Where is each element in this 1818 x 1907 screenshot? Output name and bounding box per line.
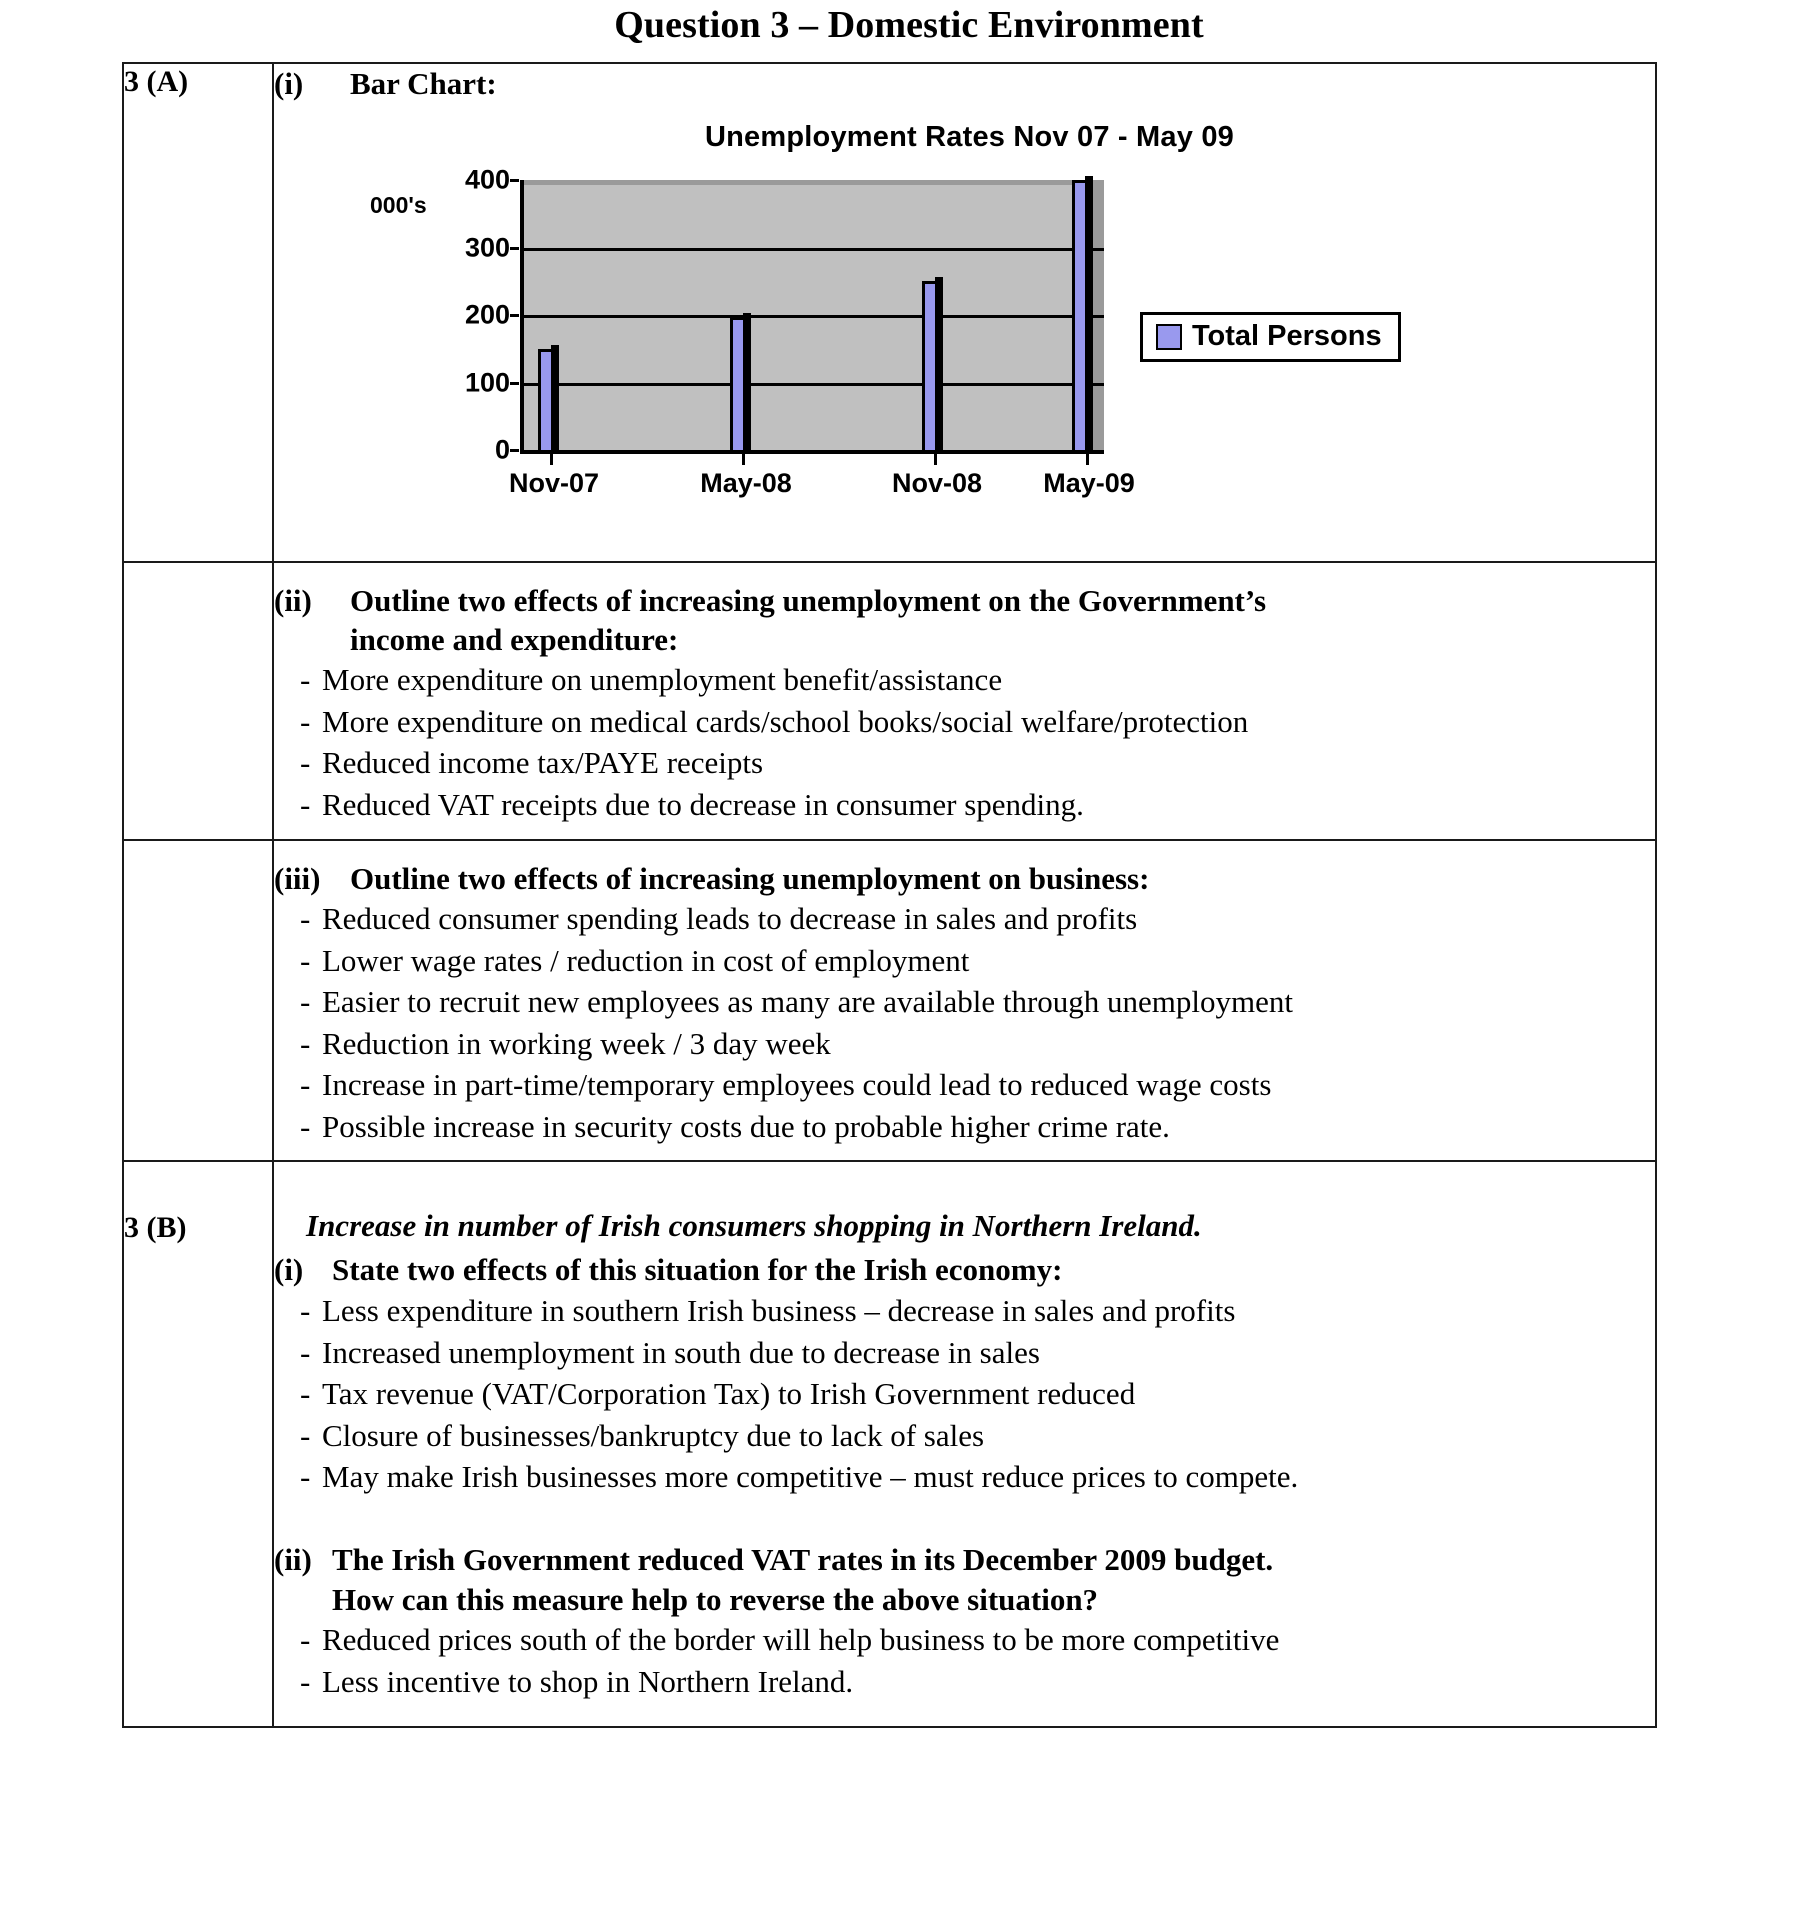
- bullet-text: Reduced prices south of the border will help business to be more competitive: [322, 1622, 1280, 1658]
- cell-3a-iii: [273, 840, 1656, 1160]
- y-tick-label-300: 300: [464, 232, 510, 263]
- bullet-list-3a-iii: [274, 898, 1655, 1147]
- bullet-dash: -: [300, 703, 311, 739]
- gridline-300: [524, 248, 1104, 251]
- chart-legend: [1140, 312, 1401, 362]
- bullet-dash: -: [300, 1376, 311, 1412]
- gridline-100: [524, 383, 1104, 386]
- bar-may-08: [730, 317, 746, 450]
- bullet-dash: -: [300, 786, 311, 822]
- bullet-text: Increase in part-time/temporary employees could lead to reduced wage costs: [322, 1067, 1272, 1103]
- y-tick-label-0: 0: [494, 434, 510, 465]
- heading-3a-ii-line1: Outline two effects of increasing unemployment on the Government’s: [350, 583, 1267, 619]
- bar-may-09: [1072, 180, 1088, 450]
- bullet-text: Less expenditure in southern Irish business – decrease in sales and profits: [322, 1293, 1236, 1329]
- bullet-text: Easier to recruit new employees as many are available through unemployment: [322, 984, 1293, 1020]
- row-label-3b: [123, 1161, 273, 1728]
- list-item: [274, 659, 1655, 701]
- y-tick-label-400: 400: [464, 164, 510, 195]
- list-item: [274, 940, 1655, 982]
- list-item: [274, 1415, 1655, 1457]
- bullet-dash: -: [300, 1293, 311, 1329]
- bullet-text: Possible increase in security costs due to probable higher crime rate.: [322, 1108, 1170, 1144]
- heading-3b-intro: Increase in number of Irish consumers shopping in Northern Ireland.: [306, 1207, 1202, 1243]
- bullet-text: Reduced consumer spending leads to decrease in sales and profits: [322, 901, 1138, 937]
- x-tick-may-08: [742, 454, 745, 465]
- bullet-dash: -: [300, 1108, 311, 1144]
- row-label-empty-2: [123, 840, 273, 1160]
- list-item: [274, 1106, 1655, 1148]
- bullet-dash: -: [300, 942, 311, 978]
- x-tick-may-09: [1086, 454, 1089, 465]
- page-title: Question 3 – Domestic Environment: [614, 4, 1204, 46]
- chart-plot-stage: [274, 164, 1655, 540]
- bullet-dash: -: [300, 1025, 311, 1061]
- x-tick-nov-08: [934, 454, 937, 465]
- bar-depth: [1085, 176, 1093, 450]
- list-item: [274, 1619, 1655, 1661]
- list-item: [274, 1661, 1655, 1703]
- marker-i: (i): [274, 1251, 304, 1287]
- bullet-dash: -: [300, 1663, 311, 1699]
- bullet-list-3b-i: [274, 1290, 1655, 1498]
- heading-3b-i-text: State two effects of this situation for the Irish economy:: [332, 1251, 1063, 1287]
- heading-3b-ii-line2: How can this measure help to reverse the above situation?: [332, 1582, 1099, 1618]
- gridline-200: [524, 315, 1104, 318]
- bullet-list-3b-ii: [274, 1619, 1655, 1702]
- bullet-dash: -: [300, 1067, 311, 1103]
- list-item: [274, 1332, 1655, 1374]
- bullet-dash: -: [300, 1417, 311, 1453]
- bar-depth: [935, 277, 943, 450]
- bar-chart: [274, 121, 1655, 561]
- y-tick-mark-0: [510, 449, 519, 452]
- list-item: [274, 742, 1655, 784]
- bullet-text: More expenditure on unemployment benefit/assistance: [322, 662, 1003, 698]
- spacer: [274, 1498, 1655, 1536]
- plot-top-shade: [524, 180, 1104, 185]
- row-label-empty-1: [123, 562, 273, 840]
- y-tick-mark-100: [510, 382, 519, 385]
- x-tick-label-nov-08: Nov-08: [891, 468, 983, 499]
- x-axis-labels: [434, 468, 1135, 508]
- y-tick-mark-200: [510, 314, 519, 317]
- list-item: [274, 1456, 1655, 1498]
- y-axis-labels: [444, 164, 510, 465]
- bullet-dash: -: [300, 745, 311, 781]
- bar-nov-08: [922, 281, 938, 450]
- legend-label-total-persons: Total Persons: [1192, 320, 1382, 353]
- bullet-dash: -: [300, 1334, 311, 1370]
- y-tick-label-200: 200: [464, 299, 510, 330]
- table-row: [123, 63, 1656, 562]
- row-label-3b-text: 3 (B): [124, 1210, 187, 1244]
- bullet-text: Reduced income tax/PAYE receipts: [322, 745, 764, 781]
- bullet-text: More expenditure on medical cards/school books/social welfare/protection: [322, 703, 1249, 739]
- bullet-dash: -: [300, 662, 311, 698]
- bar-nov-07: [538, 349, 554, 450]
- list-item: [274, 784, 1655, 826]
- heading-3a-iii-text: Outline two effects of increasing unemployment on business:: [350, 861, 1150, 897]
- list-item: [274, 1373, 1655, 1415]
- table-row: [123, 840, 1656, 1160]
- legend-swatch-icon: [1156, 324, 1182, 350]
- y-tick-mark-300: [510, 247, 519, 250]
- bullet-text: Reduction in working week / 3 day week: [322, 1025, 831, 1061]
- bullet-text: Less incentive to shop in Northern Ireland.: [322, 1663, 854, 1699]
- list-item: [274, 898, 1655, 940]
- marker-ii: (ii): [274, 1541, 312, 1577]
- heading-3b-ii: [274, 1536, 1655, 1580]
- row-label-3a: 3 (A): [123, 63, 273, 562]
- bullet-text: Increased unemployment in south due to decrease in sales: [322, 1334, 1040, 1370]
- table-row: [123, 1161, 1656, 1728]
- y-tick-label-100: 100: [464, 367, 510, 398]
- x-tick-label-may-08: May-08: [700, 468, 792, 499]
- bullet-dash: -: [300, 901, 311, 937]
- x-tick-nov-07: [550, 454, 553, 465]
- chart-units-label: 000's: [370, 192, 427, 219]
- table-row: [123, 562, 1656, 840]
- list-item: [274, 981, 1655, 1023]
- bullet-text: Closure of businesses/bankruptcy due to lack of sales: [322, 1417, 985, 1453]
- bar-depth: [743, 313, 751, 450]
- question-table: [122, 62, 1657, 1728]
- heading-3a-i-text: Bar Chart:: [350, 66, 497, 101]
- x-tick-label-nov-07: Nov-07: [508, 468, 600, 499]
- cell-3b: [273, 1161, 1656, 1728]
- bullet-text: Tax revenue (VAT/Corporation Tax) to Irish Government reduced: [322, 1376, 1136, 1412]
- heading-3a-ii-line2: income and expenditure:: [350, 622, 679, 658]
- bar-depth: [551, 345, 559, 450]
- heading-3a-iii: [274, 859, 1655, 898]
- cell-3a-i: [273, 63, 1656, 562]
- plot-area: [520, 180, 1104, 454]
- marker-iii: (iii): [274, 861, 321, 897]
- marker-i: (i): [274, 66, 304, 101]
- marker-ii: (ii): [274, 583, 312, 619]
- list-item: [274, 1023, 1655, 1065]
- chart-title: Unemployment Rates Nov 07 - May 09: [705, 121, 1234, 154]
- heading-3b-i: [274, 1246, 1655, 1290]
- list-item: [274, 1290, 1655, 1332]
- y-tick-mark-400: [510, 179, 519, 182]
- heading-3a-ii: [274, 581, 1655, 620]
- bullet-text: Lower wage rates / reduction in cost of employment: [322, 942, 970, 978]
- bullet-dash: -: [300, 1459, 311, 1495]
- cell-3a-ii: [273, 562, 1656, 840]
- bullet-text: May make Irish businesses more competitive – must reduce prices to compete.: [322, 1459, 1299, 1495]
- bullet-text: Reduced VAT receipts due to decrease in consumer spending.: [322, 786, 1084, 822]
- list-item: [274, 1064, 1655, 1106]
- heading-3b-ii-line1: The Irish Government reduced VAT rates in its December 2009 budget.: [332, 1541, 1274, 1577]
- list-item: [274, 701, 1655, 743]
- bullet-dash: -: [300, 1622, 311, 1658]
- bullet-list-3a-ii: [274, 659, 1655, 825]
- bullet-dash: -: [300, 984, 311, 1020]
- x-tick-label-may-09: May-09: [1043, 468, 1135, 499]
- heading-3a-i: [274, 64, 1655, 103]
